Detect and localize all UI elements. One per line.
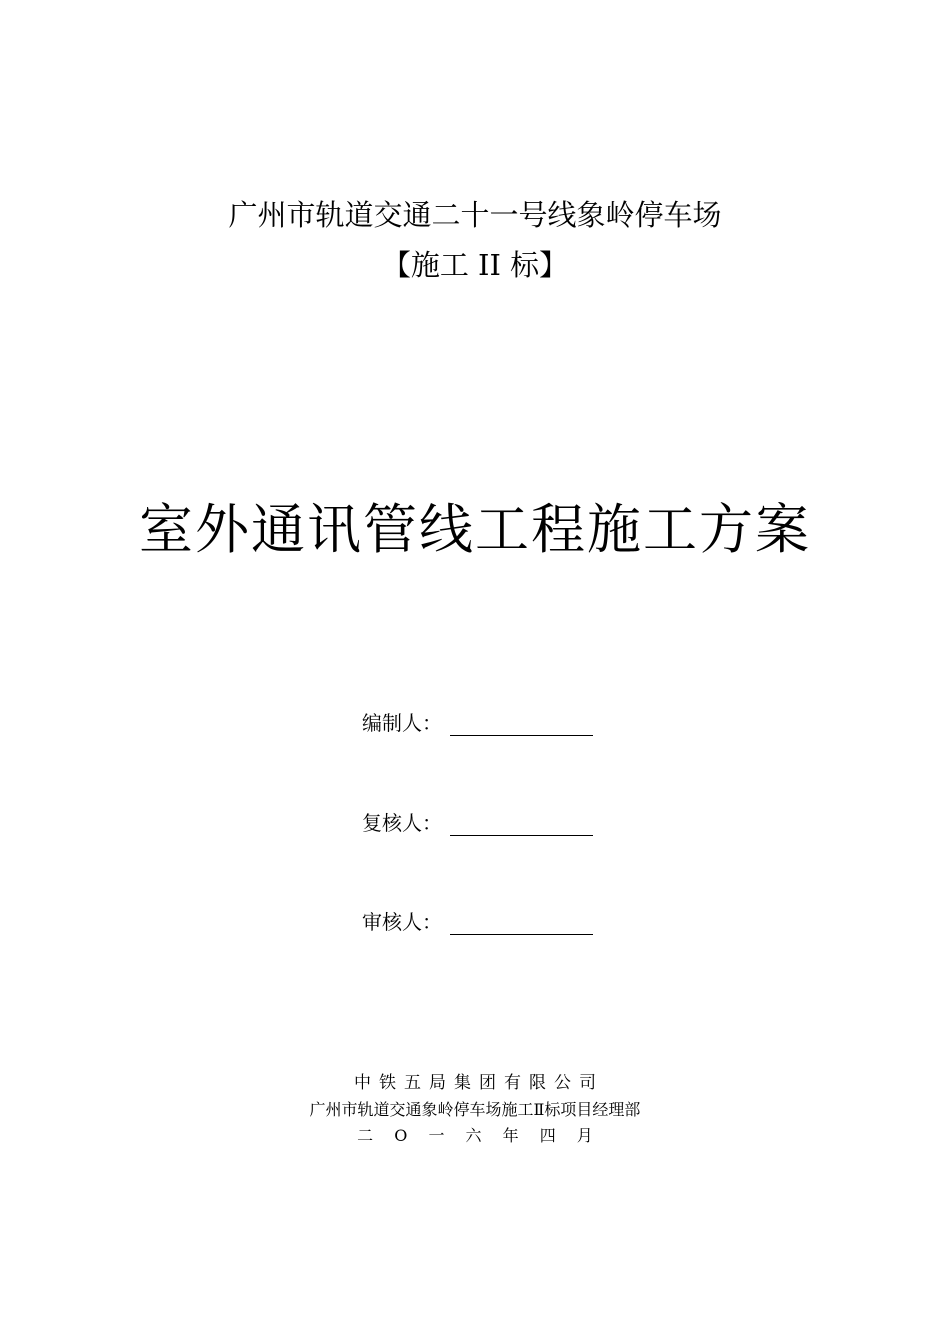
editor-label: 编制人： [362, 711, 442, 735]
project-department-name: 广州市轨道交通象岭停车场施工Ⅱ标项目经理部 [309, 1100, 641, 1119]
editor-signature-line [450, 735, 593, 736]
bid-section-heading: 【施工 II 标】 [381, 248, 569, 282]
project-name-heading: 广州市轨道交通二十一号线象岭停车场 [228, 198, 722, 232]
reviewer-signature-line [450, 835, 593, 836]
approver-label: 审核人： [362, 910, 442, 934]
signature-row-reviewer [362, 806, 593, 836]
company-name: 中铁五局集团有限公司 [354, 1073, 604, 1093]
approver-signature-line [450, 934, 593, 935]
signature-row-approver [362, 905, 593, 935]
signature-row-editor [362, 706, 593, 736]
document-date: 二 O 一 六 年 四 月 [357, 1126, 601, 1145]
document-title: 室外通讯管线工程施工方案 [139, 498, 811, 561]
reviewer-label: 复核人： [362, 811, 442, 835]
